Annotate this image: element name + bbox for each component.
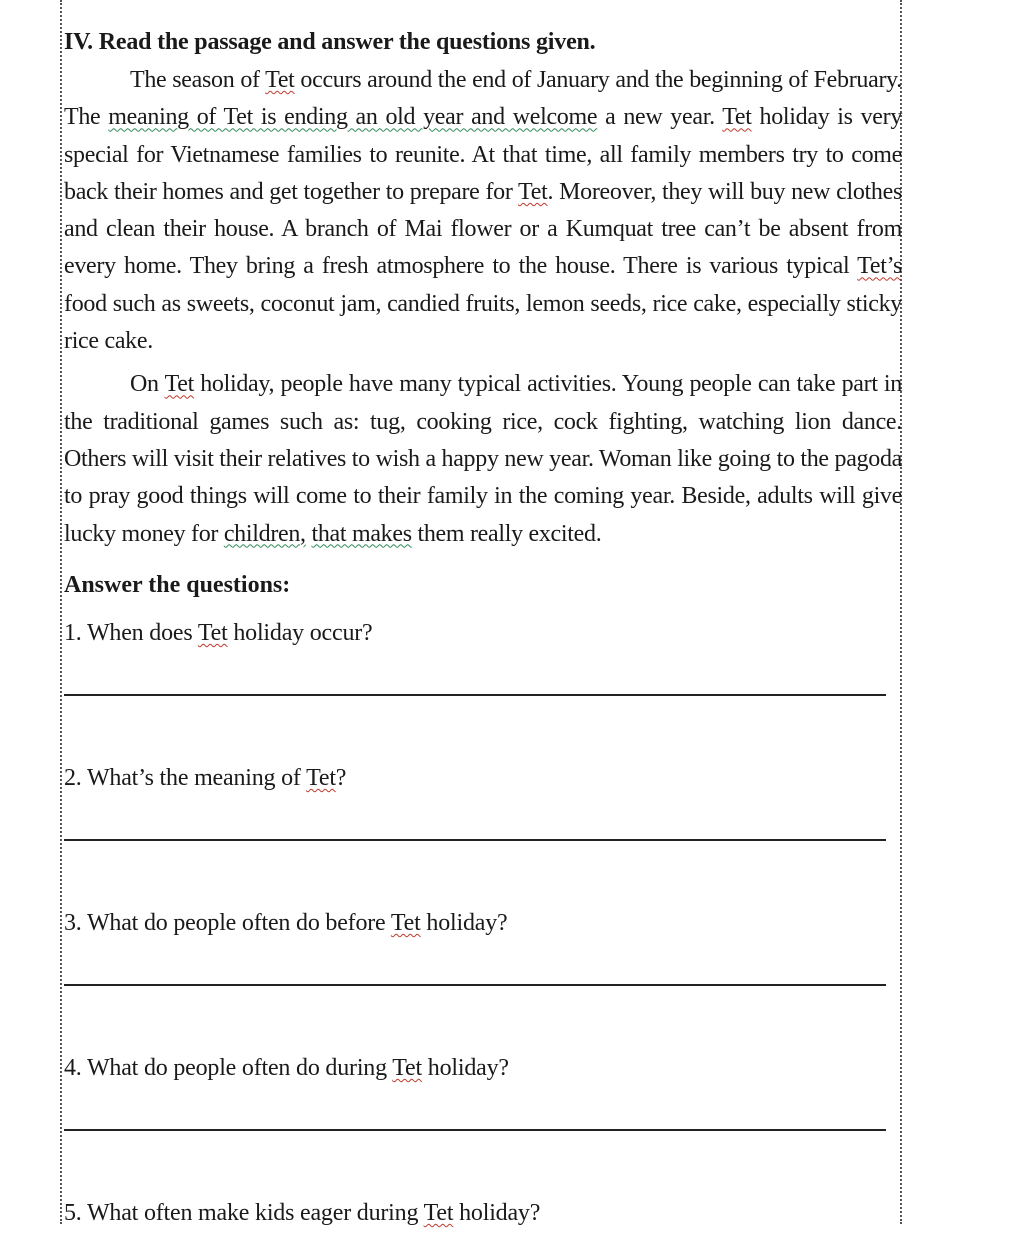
text-run: . Moreover, they will buy new clothes and clean their house. A branch of Mai flower or a Kumquat tree can’t be absent from every home. They bring a fresh atmosphere to the house. There is various typical (64, 178, 902, 280)
text-run: 3. What do people often do before (64, 909, 391, 936)
spellcheck-word: Tet (197, 619, 228, 646)
document-content (64, 22, 902, 1233)
spacer (64, 841, 902, 903)
spacer (64, 653, 902, 693)
grammar-flagged-phrase: meaning of Tet is ending an old year and welcome (108, 104, 598, 131)
text-run: occurs around the end of January and the beginning of February. The (64, 67, 903, 131)
spacer (64, 696, 902, 758)
grammar-flagged-phrase: that makes (311, 520, 412, 547)
spacer (64, 1131, 902, 1193)
question-4 (64, 1048, 902, 1088)
document-page (60, 0, 902, 1224)
text-run: holiday occur? (227, 619, 373, 646)
spacer (64, 798, 902, 838)
text-run: them really excited. (411, 520, 602, 547)
spellcheck-word: Tet (722, 104, 752, 131)
text-run: holiday is very special for Vietnamese families to reunite. At that time, all family members try to come back their homes and get together to prepare for (64, 104, 903, 205)
text-run: a new year. (597, 104, 723, 131)
text-run: 1. When does (64, 619, 198, 646)
spellcheck-word: Tet’s (857, 253, 902, 280)
spellcheck-word: Tet (518, 178, 548, 205)
exercise-heading: IV. Read the passage and answer the questions given. (64, 29, 596, 55)
text-run: On (130, 371, 165, 398)
text-run: food such as sweets, coconut jam, candied fruits, lemon seeds, rice cake, especially sticky rice cake. (64, 290, 902, 355)
spellcheck-word: Tet (390, 909, 421, 936)
text-run: The season of (130, 67, 266, 93)
spellcheck-word: Tet (164, 371, 194, 398)
spellcheck-word: Tet (423, 1199, 454, 1226)
question-5 (64, 1193, 902, 1233)
text-run: holiday? (420, 909, 508, 936)
grammar-flagged-phrase: children, (223, 520, 306, 547)
text-run: 4. What do people often do during (64, 1054, 393, 1081)
spellcheck-word: Tet (392, 1054, 422, 1081)
text-run: holiday? (421, 1054, 509, 1081)
passage-paragraph-2 (64, 366, 902, 552)
text-run: 2. What’s the meaning of (64, 764, 307, 791)
text-run: ? (335, 764, 347, 791)
text-run: holiday, people have many typical activities. Young people can take part in the traditional games such as: tug, cooking rice, cock fighting, watching lion dance. Others will visit their relatives to wish a happy new year. Woman like going to the pagoda to pray good things will come to their family in the coming year. Beside, adults will give lucky money for (64, 371, 903, 547)
spacer (64, 986, 902, 1048)
text-run: 5. What often make kids eager during (64, 1199, 424, 1226)
spacer (64, 1088, 902, 1128)
passage-paragraph-1 (64, 62, 902, 360)
text-run: holiday? (453, 1199, 541, 1226)
answer-questions-heading: Answer the questions: (64, 571, 291, 598)
spellcheck-word: Tet (265, 67, 295, 93)
spacer (64, 943, 902, 983)
question-2 (64, 758, 902, 798)
question-3 (64, 903, 902, 943)
spellcheck-word: Tet (306, 764, 336, 791)
question-1 (64, 613, 902, 653)
